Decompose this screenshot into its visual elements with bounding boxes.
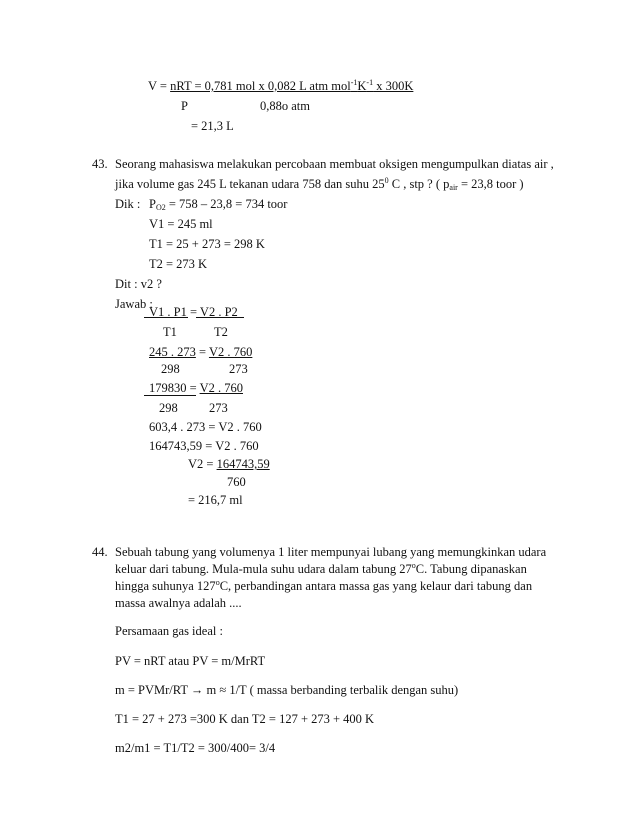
fraction-bar: [144, 395, 196, 396]
q44-text-line1: Sebuah tabung yang volumenya 1 liter mempunyai lubang yang memungkinkan udara: [115, 545, 547, 559]
t1-line: T1 = 25 + 273 = 298 K: [149, 237, 265, 251]
eq6-denominator: 760: [227, 475, 246, 489]
q44-text-line2: keluar dari tabung. Mula-mula suhu udara dalam tabung 27$^o$C. Tabung dipanaskan: [115, 561, 527, 576]
eq3-denominator-a: 298: [159, 401, 178, 415]
eq2-denominator-a: 298: [161, 362, 180, 376]
jawab-label: Jawab :: [115, 297, 153, 311]
dik-label: Dik :: [115, 197, 141, 211]
ideal-gas-heading: Persamaan gas ideal :: [115, 624, 223, 638]
dit-line: Dit : v2 ?: [115, 277, 162, 291]
question-number-44: 44.: [92, 545, 108, 559]
q44-text-line3: hingga suhunya 127$^o$C, perbandingan antara massa gas yang kelaur dari tabung dan: [115, 578, 533, 593]
gas-volume-equation: V = nRT = 0,781 mol x 0,082 L atm $mol^{-1}K^{-1}$ x 300K: [148, 78, 414, 93]
eq4-line: 603,4 . 273 = V2 . 760: [149, 420, 262, 434]
q43-text-line2: jika volume gas 245 L tekanan udara 758 dan suhu $25^0$ C , stp ? ( $p_{air} = 23,8$ toor ): [115, 176, 524, 192]
mass-ratio-line: m2/m1 = T1/T2 = 300/400= 3/4: [115, 741, 276, 755]
p-o2-line: $P_{O2} = 758 - 23,8 = 734$ toor: [149, 197, 288, 212]
q43-text-line1: Seorang mahasiswa melakukan percobaan membuat oksigen mengumpulkan diatas air ,: [115, 157, 554, 171]
mass-equation: m = PVMr/RT → m ≈ 1/T ( massa berbanding terbalik dengan suhu): [115, 683, 459, 697]
eq6-line: V2 = 164743,59: [188, 457, 270, 471]
eq2-numerator: 245 . 273 = V2 . 760: [149, 345, 253, 359]
volume-result: = 21,3 L: [191, 119, 234, 133]
eq5-line: 164743,59 = V2 . 760: [149, 439, 259, 453]
eq1-denominator-t2: T2: [214, 325, 228, 339]
t2-line: T2 = 273 K: [149, 257, 208, 271]
v2-result: = 216,7 ml: [188, 493, 243, 507]
pv-equation: PV = nRT atau PV = m/MrRT: [115, 654, 266, 668]
denominator-atm: 0,88o atm: [260, 99, 310, 113]
eq1-numerator: V1 . P1 = V2 . P2: [149, 305, 238, 319]
eq3-denominator-b: 273: [209, 401, 228, 415]
eq3-numerator: 179830 = V2 . 760: [149, 381, 243, 395]
denominator-p: P: [181, 99, 188, 113]
q44-text-line4: massa awalnya adalah ....: [115, 596, 242, 610]
eq1-denominator-t1: T1: [163, 325, 177, 339]
question-number-43: 43.: [92, 157, 108, 171]
v1-line: V1 = 245 ml: [149, 217, 213, 231]
eq2-denominator-b: 273: [229, 362, 248, 376]
temperature-line: T1 = 27 + 273 =300 K dan T2 = 127 + 273 + 400 K: [115, 712, 375, 726]
